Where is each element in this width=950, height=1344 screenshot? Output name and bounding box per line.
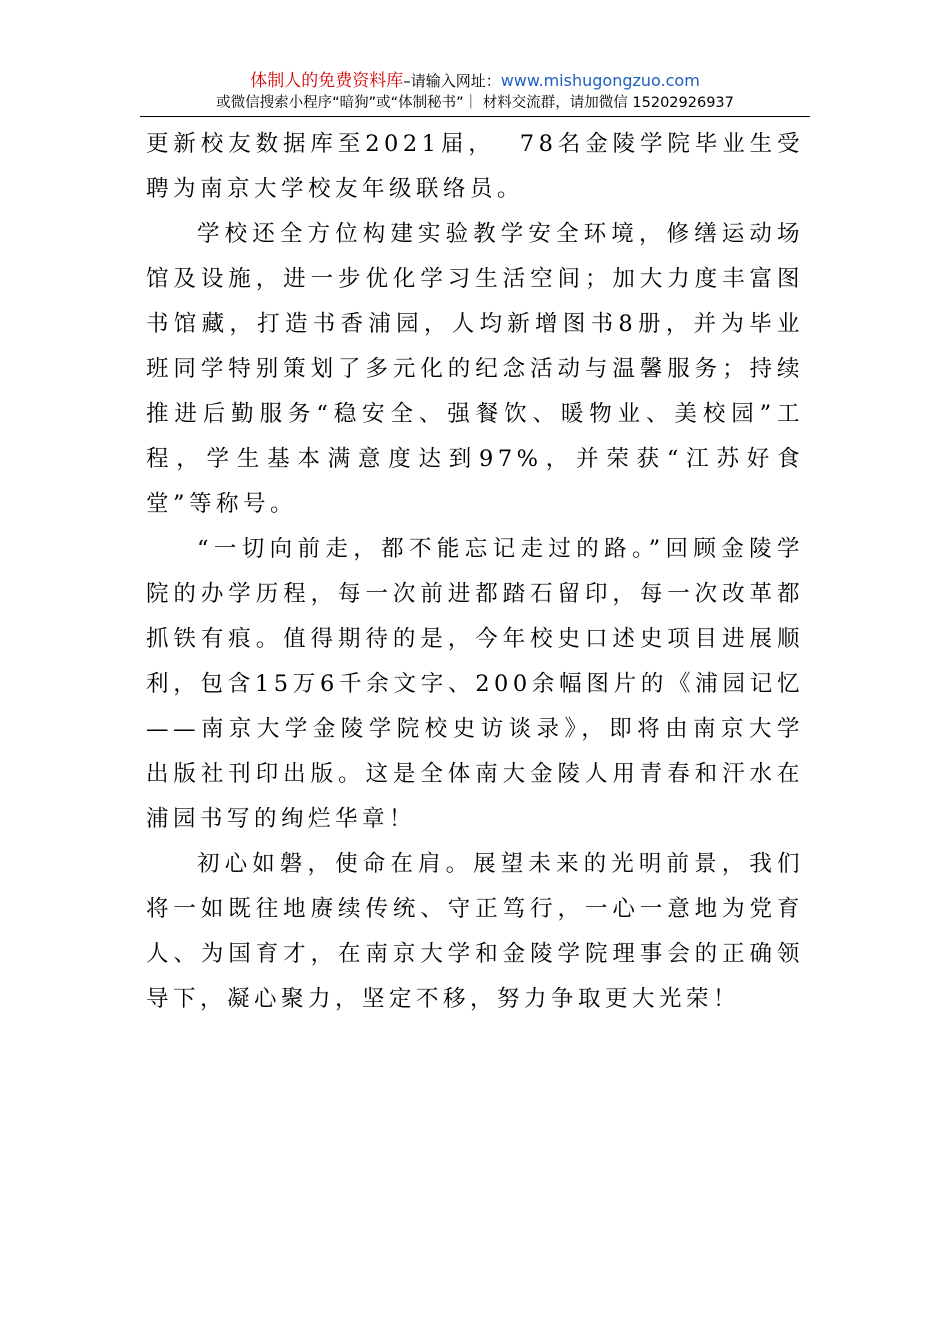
document-body — [146, 122, 804, 1022]
paragraph: 学校还全方位构建实验教学安全环境，修缮运动场馆及设施，进一步优化学习生活空间；加大力度丰富图书馆藏，打造书香浦园，人均新增图书8册，并为毕业班同学特别策划了多元化的纪念活动与温馨服务；持续推进后勤服务“稳安全、强餐饮、暖物业、美校园”工程，学生基本满意度达到97%，并荣获“江苏好食堂”等称号。 — [146, 221, 804, 517]
brand-name: 体制人的免费资料库 — [250, 71, 404, 91]
paragraph: “一切向前走，都不能忘记走过的路。”回顾金陵学院的办学历程，每一次前进都踏石留印，每一次改革都抓铁有痕。值得期待的是，今年校史口述史项目进展顺利，包含15万6千余文字、200余幅图片的《浦园记忆——南京大学金陵学院校史访谈录》，即将由南京大学出版社刊印出版。这是全体南大金陵人用青春和汗水在浦园书写的绚烂华章！ — [146, 536, 804, 832]
website-link[interactable]: www.mishugongzuo.com — [500, 71, 700, 90]
url-prompt: –请输入网址： — [403, 72, 501, 90]
paragraph: 初心如磐，使命在肩。展望未来的光明前景，我们将一如既往地赓续传统、守正笃行，一心一意地为党育人、为国育才，在南京大学和金陵学院理事会的正确领导下，凝心聚力，坚定不移，努力争取更大光荣！ — [146, 851, 804, 1012]
paragraph: 更新校友数据库至2021届， 78名金陵学院毕业生受聘为南京大学校友年级联络员。 — [146, 131, 804, 202]
header-promo-line — [140, 70, 810, 92]
header-contact-line: 或微信搜索小程序“暗狗”或“体制秘书”｜ 材料交流群，请加微信 15202926937 — [216, 95, 734, 111]
header-divider — [140, 116, 810, 117]
page-header — [140, 70, 810, 113]
